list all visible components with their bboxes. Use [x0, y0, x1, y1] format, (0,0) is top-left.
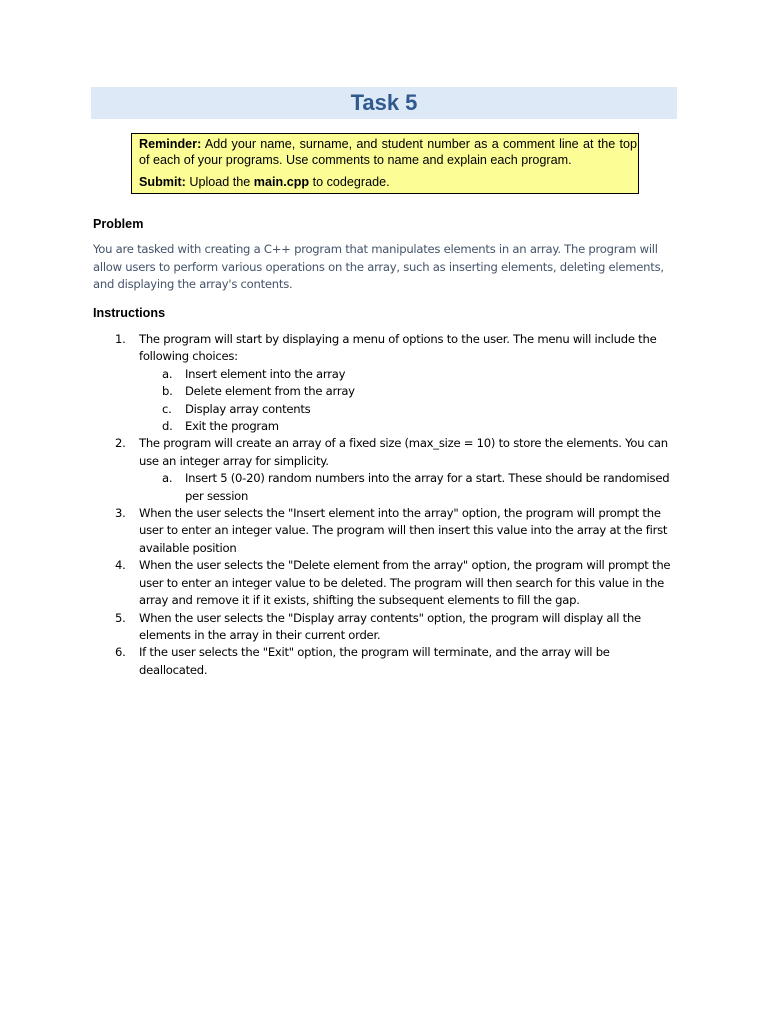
sub-item — [139, 401, 679, 418]
instruction-item-2 — [93, 435, 679, 505]
instruction-text: When the user selects the "Delete element from the array" option, the program will prompt the user to enter an integer value to be deleted. The program will then search for this value in the array and remove it if it exists, shifting the subsequent elements to fill the gap. — [139, 558, 671, 608]
instruction-number: 6. — [115, 645, 126, 660]
reminder-text: Add your name, surname, and student number as a comment line at the top of each of your programs. Use comments to name and explain each program. — [139, 137, 637, 167]
menu-choices-list — [139, 366, 679, 436]
instruction-item-1 — [93, 331, 679, 435]
sub-item-letter: c. — [162, 401, 172, 416]
submit-pre-text: Upload the — [185, 175, 254, 189]
instruction-number: 5. — [115, 610, 126, 625]
instructions-heading: Instructions — [93, 306, 166, 320]
sub-item-text: Exit the program — [185, 419, 279, 434]
sub-item-letter: a. — [162, 471, 173, 486]
sub-item-letter: d. — [162, 419, 173, 434]
sub-item-text: Insert 5 (0-20) random numbers into the array for a start. These should be randomised per session — [185, 471, 670, 503]
instruction-number: 2. — [115, 436, 126, 451]
sub-item-text: Delete element from the array — [185, 384, 355, 399]
instruction-item-5 — [93, 610, 679, 645]
instruction-number: 4. — [115, 558, 126, 573]
instruction-item-6 — [93, 644, 679, 679]
instruction-number: 1. — [115, 332, 126, 346]
sub-item — [139, 383, 679, 400]
problem-heading: Problem — [93, 217, 144, 231]
instruction-text: The program will create an array of a fixed size (max_size = 10) to store the elements. You can use an integer array for simplicity. — [139, 436, 668, 468]
sub-item-letter: b. — [162, 384, 173, 399]
submit-post-text: to codegrade. — [309, 175, 390, 189]
submit-paragraph — [139, 174, 637, 190]
sub-item — [139, 418, 679, 435]
submit-file: main.cpp — [253, 175, 310, 189]
instruction-number: 3. — [115, 506, 126, 521]
instruction-text: The program will start by displaying a menu of options to the user. The menu will include the following choices: — [139, 332, 657, 364]
reminder-box — [131, 133, 639, 194]
instructions-list — [93, 331, 679, 679]
sub-item-letter: a. — [162, 366, 173, 381]
submit-label: Submit: — [139, 175, 186, 189]
title-banner — [91, 87, 677, 119]
sub-item — [139, 470, 679, 505]
page-title: Task 5 — [350, 90, 418, 115]
sub-item-text: Insert element into the array — [185, 366, 346, 381]
reminder-label: Reminder: — [139, 137, 202, 151]
instruction-text: If the user selects the "Exit" option, the program will terminate, and the array will be deallocated. — [139, 645, 610, 677]
instruction-item-4 — [93, 557, 679, 609]
sub-item — [139, 366, 679, 383]
instruction-text: When the user selects the "Display array contents" option, the program will display all the elements in the array in their current order. — [139, 610, 641, 642]
array-setup-list — [139, 470, 679, 505]
instruction-text: When the user selects the "Insert element into the array" option, the program will prompt the user to enter an integer value. The program will then insert this value into the array at the first available position — [139, 506, 668, 555]
reminder-paragraph — [139, 136, 637, 168]
instruction-item-3 — [93, 505, 679, 557]
sub-item-text: Display array contents — [185, 401, 311, 416]
problem-text: You are tasked with creating a C++ program that manipulates elements in an array. The program will allow users to perform various operations on the array, such as inserting elements, deleting elements, and displaying the array's contents. — [93, 242, 664, 292]
